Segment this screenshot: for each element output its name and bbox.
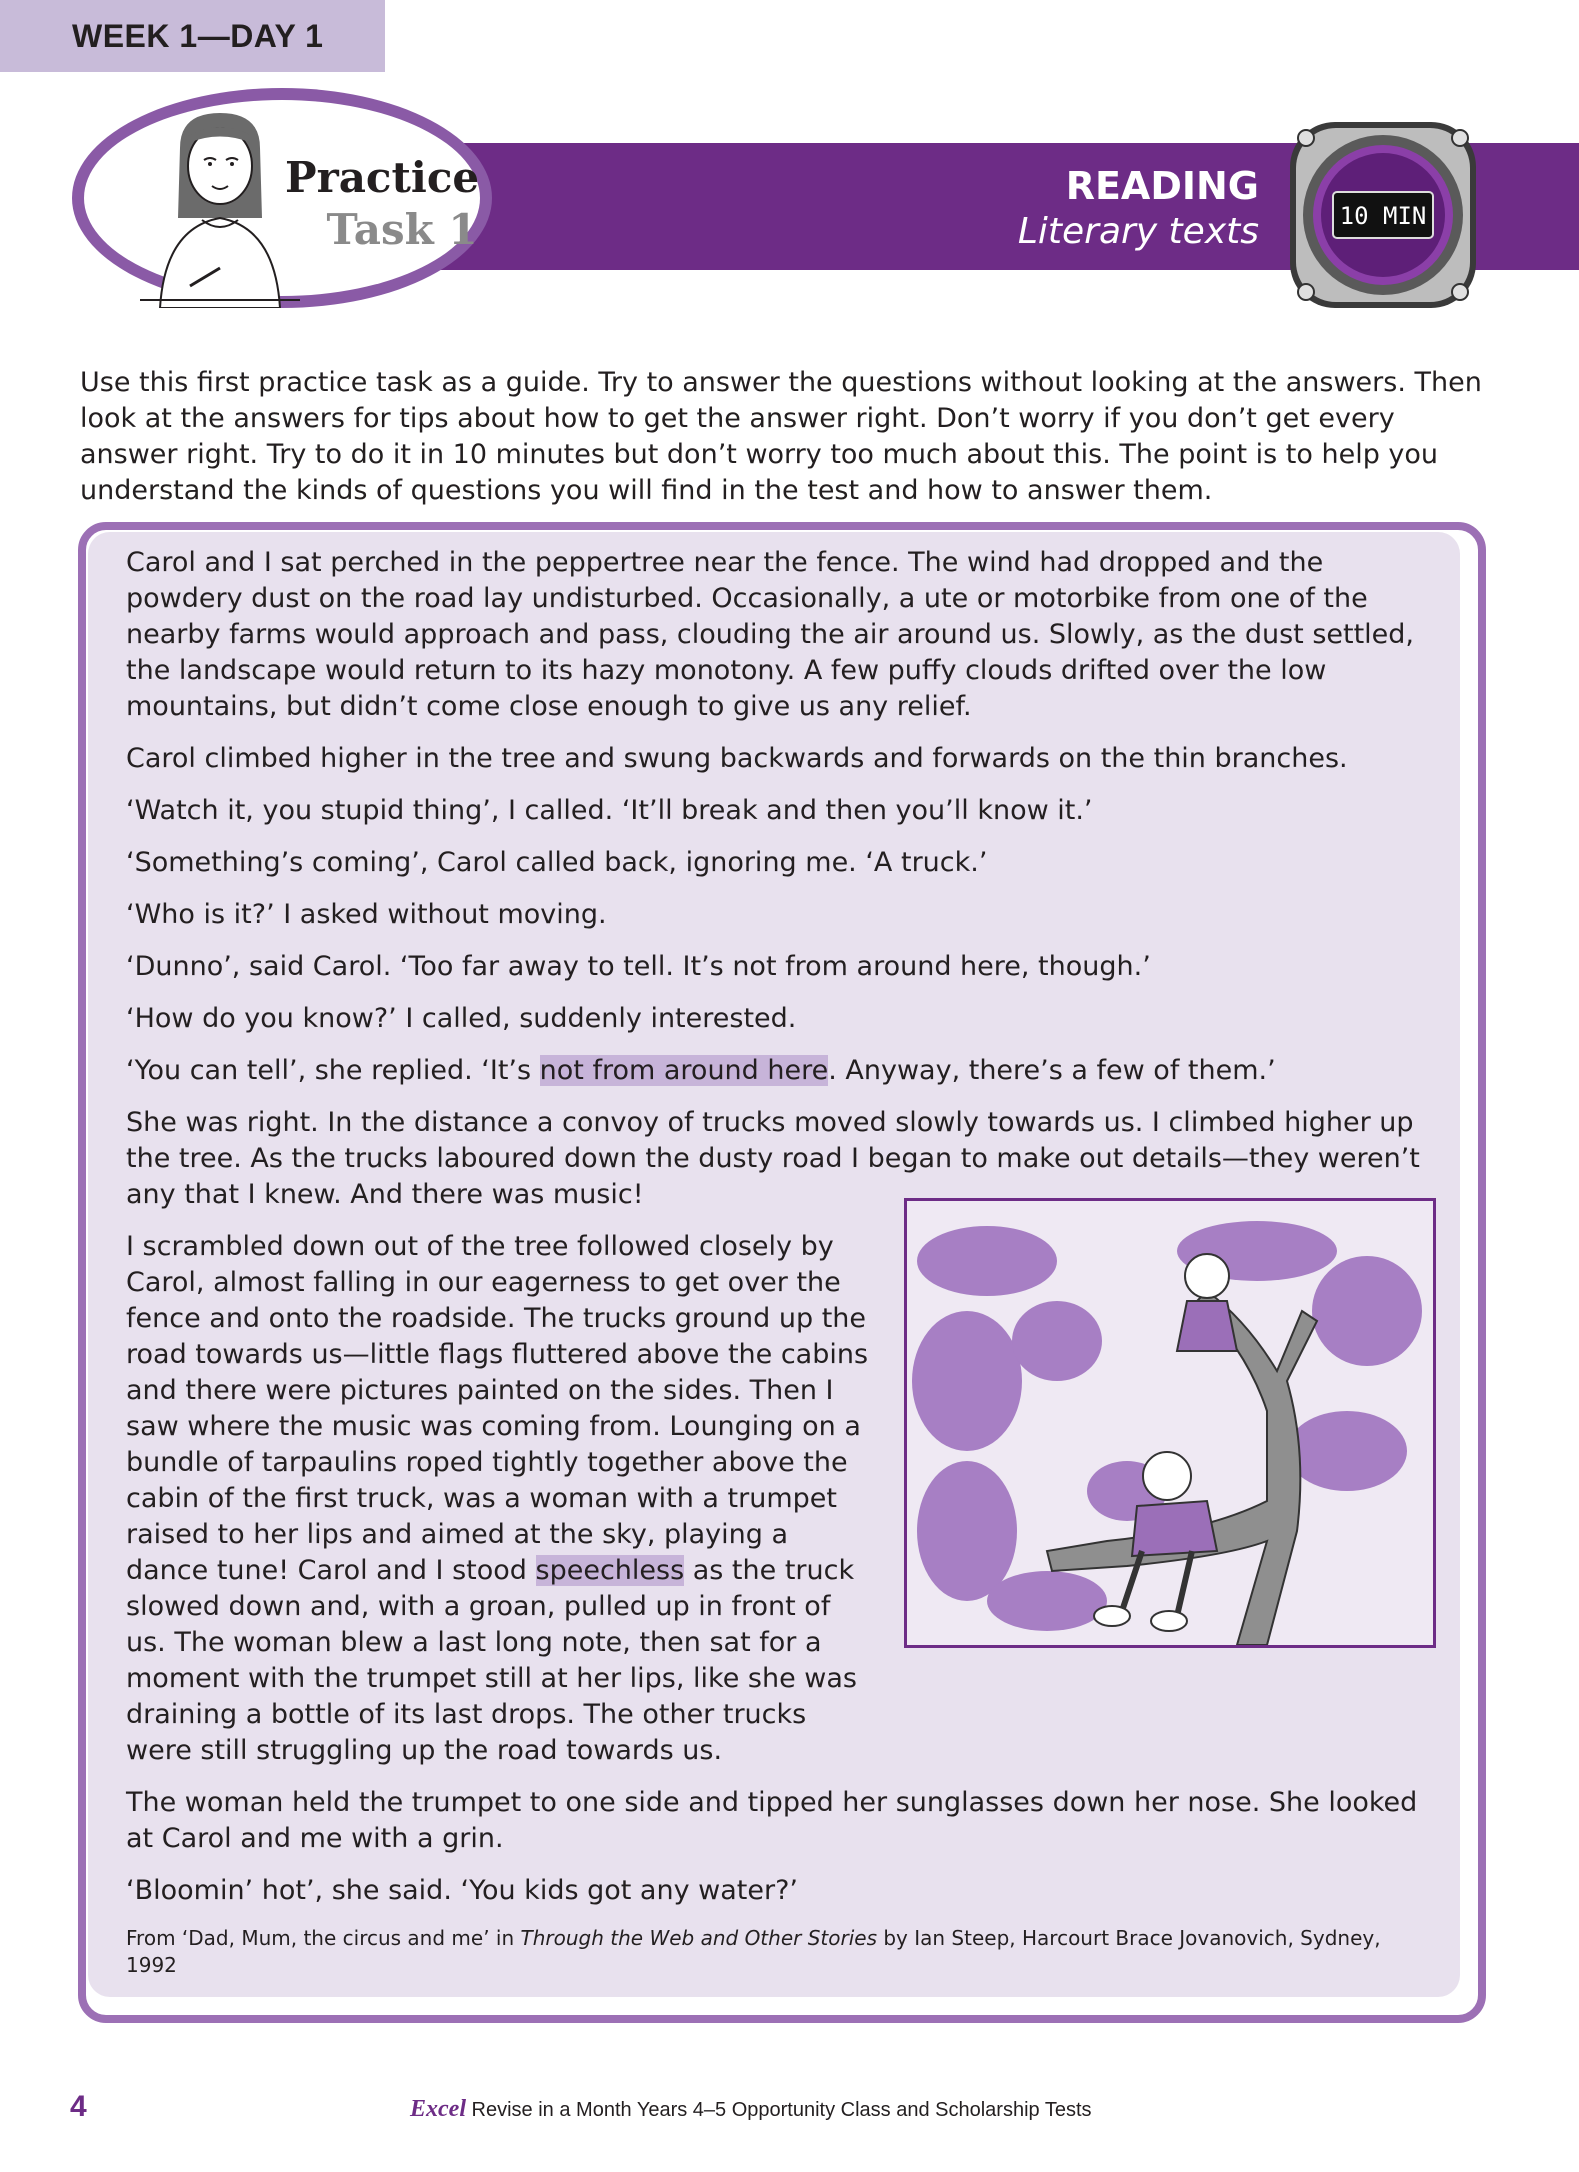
timer-icon <box>1268 100 1498 330</box>
paragraph: ‘Something’s coming’, Carol called back, ignoring me. ‘A truck.’ <box>126 847 988 878</box>
children-in-tree-icon <box>907 1201 1433 1645</box>
paragraph: ‘How do you know?’ I called, suddenly interested. <box>126 1003 797 1034</box>
paragraph: She was right. In the distance a convoy of trucks moved slowly towards us. I climbed higher up the tree. As the trucks laboured down the dusty road I began to make out details—they weren’t any that I knew. And there was music! <box>126 1107 1420 1210</box>
page-number: 4 <box>70 2090 87 2123</box>
section-subtitle: Literary texts <box>1017 211 1259 252</box>
highlighted-phrase: not from around here <box>539 1055 829 1086</box>
practice-word: Practice <box>285 153 480 202</box>
week-day-tab: WEEK 1—DAY 1 <box>0 0 385 72</box>
paragraph: ‘Watch it, you stupid thing’, I called. ‘It’ll break and then you’ll know it.’ <box>126 795 1093 826</box>
highlighted-word: speechless <box>535 1555 685 1586</box>
paragraph: ‘You can tell’, she replied. ‘It’s not from around here. Anyway, there’s a few of them.’ <box>126 1055 1276 1086</box>
task-number: Task 1 <box>326 205 478 254</box>
tree-illustration <box>904 1198 1436 1648</box>
source-citation: From ‘Dad, Mum, the circus and me’ in Through the Web and Other Stories by Ian Steep, Harcourt Brace Jovanovich, Sydney, 1992 <box>126 1926 1381 1977</box>
paragraph: Carol climbed higher in the tree and swung backwards and forwards on the thin branches. <box>126 743 1348 774</box>
paragraph: Carol and I sat perched in the peppertree near the fence. The wind had dropped and the powdery dust on the road lay undisturbed. Occasionally, a ute or motorbike from one of the nearby farms would approach and pass, clouding the air around us. Slowly, as the dust settled, the landscape would return to its hazy monotony. A few puffy clouds drifted over the low mountains, but didn’t come close enough to give us any relief. <box>126 547 1415 722</box>
instructions: Use this first practice task as a guide. Try to answer the questions without looking at the answers. Then look at the answers for tips about how to get the answer right. Don’t worry if you don’t get every answer right. Try to do it in 10 minutes but don’t worry too much about this. The point is to help you understand the kinds of questions you will find in the test and how to answer them. <box>80 367 1482 506</box>
paragraph: I scrambled down out of the tree followed closely by Carol, almost falling in our eagerness to get over the fence and onto the roadside. The trucks ground up the road towards us—little flags fluttered above the cabins and there were pictures painted on the sides. Then I saw where the music was coming from. Lounging on a bundle of tarpaulins roped tightly together above the cabin of the first truck, was a woman with a trumpet raised to her lips and aimed at the sky, playing a dance tune! Carol and I stood speechless as the truck slowed down and, with a groan, pulled up in front of us. The woman blew a last long note, then sat for a moment with the trumpet still at her lips, like she was draining a bottle of its last drops. The other trucks were still struggling up the road towards us. <box>126 1231 869 1766</box>
paragraph: ‘Dunno’, said Carol. ‘Too far away to tell. It’s not from around here, though.’ <box>126 951 1151 982</box>
practice-task-label <box>285 152 479 256</box>
girl-illustration <box>140 108 300 308</box>
section-title: READING <box>1065 164 1259 208</box>
paragraph: ‘Who is it?’ I asked without moving. <box>126 899 607 930</box>
timer-label: 10 MIN <box>1339 202 1427 230</box>
section-heading <box>1018 163 1259 255</box>
paragraph: The woman held the trumpet to one side and tipped her sunglasses down her nose. She looked at Carol and me with a grin. <box>126 1787 1418 1854</box>
brand-name: Excel <box>410 2096 466 2122</box>
footer-title: Revise in a Month Years 4–5 Opportunity Class and Scholarship Tests <box>465 2099 1092 2121</box>
paragraph: ‘Bloomin’ hot’, she said. ‘You kids got any water?’ <box>126 1875 798 1906</box>
footer <box>410 2096 1092 2123</box>
